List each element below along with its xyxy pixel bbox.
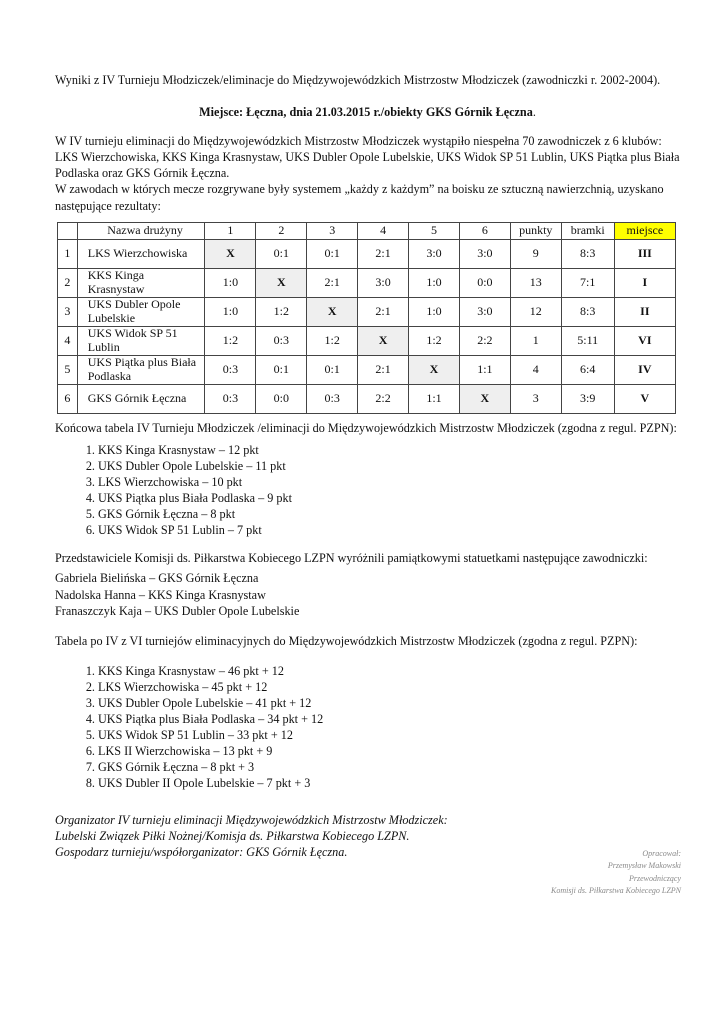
document-page bbox=[55, 72, 680, 860]
score-cell: 2:2 bbox=[358, 384, 409, 413]
score-cell: 2:1 bbox=[358, 297, 409, 326]
score-cell: 0:0 bbox=[459, 268, 510, 297]
header-goals: bramki bbox=[561, 222, 614, 239]
header-col-6: 6 bbox=[459, 222, 510, 239]
row-index: 5 bbox=[58, 355, 78, 384]
list-item: 4. UKS Piątka plus Biała Podlaska – 9 pkt bbox=[98, 490, 680, 506]
list-item: 6. UKS Widok SP 51 Lublin – 7 pkt bbox=[98, 522, 680, 538]
header-team: Nazwa drużyny bbox=[77, 222, 205, 239]
score-cell: 2:1 bbox=[358, 355, 409, 384]
list-item: 2. UKS Dubler Opole Lubelskie – 11 pkt bbox=[98, 458, 680, 474]
place-cell: I bbox=[614, 268, 675, 297]
points-cell: 1 bbox=[510, 326, 561, 355]
header-col-4: 4 bbox=[358, 222, 409, 239]
points-cell: 13 bbox=[510, 268, 561, 297]
header-index bbox=[58, 222, 78, 239]
team-name: UKS Widok SP 51 Lublin bbox=[77, 326, 205, 355]
results-table bbox=[57, 222, 676, 414]
awards-list bbox=[55, 570, 680, 618]
list-item: 3. LKS Wierzchowiska – 10 pkt bbox=[98, 474, 680, 490]
score-cell: 0:1 bbox=[256, 239, 307, 268]
final-ranking-list bbox=[55, 442, 680, 539]
score-cell: 0:1 bbox=[256, 355, 307, 384]
score-cell: 3:0 bbox=[358, 268, 409, 297]
overall-table-title: Tabela po IV z VI turniejów eliminacyjnych do Międzywojewódzkich Mistrzostw Młodziczek (zgodna z regul. PZPN): bbox=[55, 633, 638, 648]
row-index: 6 bbox=[58, 384, 78, 413]
score-cell: 3:0 bbox=[459, 239, 510, 268]
score-cell: 2:1 bbox=[358, 239, 409, 268]
score-cell: 0:3 bbox=[256, 326, 307, 355]
intro-paragraph: W IV turnieju eliminacji do Międzywojewódzkich Mistrzostw Młodziczek wystąpiło niespełna 70 zawodniczek z 6 klubów: LKS Wierzchowiska, KKS Kinga Krasnystaw, UKS Dubler Opole Lubelskie, UKS Widok SP 51 Lublin, UKS Piątka plus Biała Podlaska oraz GKS Górnik Łęczna. bbox=[55, 134, 680, 181]
overall-ranking-list bbox=[55, 663, 680, 792]
score-cell: 1:1 bbox=[409, 384, 460, 413]
list-item: 8. UKS Dubler II Opole Lubelskie – 7 pkt + 3 bbox=[98, 775, 680, 791]
score-cell: 0:0 bbox=[256, 384, 307, 413]
table-row bbox=[58, 239, 676, 268]
organizer-line: Organizator IV turnieju eliminacji Międzywojewódzkich Mistrzostw Młodziczek: bbox=[55, 812, 448, 827]
venue-period: . bbox=[532, 105, 536, 120]
award-entry: Franaszczyk Kaja – UKS Dubler Opole Lubelskie bbox=[55, 603, 300, 618]
list-item: 6. LKS II Wierzchowiska – 13 pkt + 9 bbox=[98, 743, 680, 759]
goals-cell: 7:1 bbox=[561, 268, 614, 297]
header-col-2: 2 bbox=[256, 222, 307, 239]
results-intro-paragraph: W zawodach w których mecze rozgrywane były systemem „każdy z każdym” na boisku ze sztuczną nawierzchnią, uzyskano następujące rezultaty: bbox=[55, 182, 664, 213]
score-cell: 1:2 bbox=[409, 326, 460, 355]
score-cell: 2:1 bbox=[307, 268, 358, 297]
score-cell: 0:3 bbox=[307, 384, 358, 413]
score-cell: 3:0 bbox=[459, 297, 510, 326]
award-entry: Nadolska Hanna – KKS Kinga Krasnystaw bbox=[55, 587, 266, 602]
signature-block bbox=[551, 848, 681, 898]
score-cell: 1:0 bbox=[409, 268, 460, 297]
list-item: 1. KKS Kinga Krasnystaw – 46 pkt + 12 bbox=[98, 663, 680, 679]
header-points: punkty bbox=[510, 222, 561, 239]
signature-line: Opracował: bbox=[642, 849, 681, 858]
final-table-title: Końcowa tabela IV Turnieju Młodziczek /eliminacji do Międzywojewódzkich Mistrzostw Młodziczek (zgodna z regul. PZPN): bbox=[55, 420, 677, 435]
host-line: Gospodarz turnieju/współorganizator: GKS Górnik Łęczna. bbox=[55, 844, 348, 859]
score-cell: 1:0 bbox=[205, 297, 256, 326]
team-name: GKS Górnik Łęczna bbox=[77, 384, 205, 413]
signature-role: Przewodniczący bbox=[629, 873, 681, 883]
results-table-header bbox=[58, 222, 676, 239]
place-cell: V bbox=[614, 384, 675, 413]
team-name: UKS Dubler Opole Lubelskie bbox=[77, 297, 205, 326]
score-cell: 1:2 bbox=[205, 326, 256, 355]
team-name: UKS Piątka plus Biała Podlaska bbox=[77, 355, 205, 384]
score-cell: X bbox=[409, 355, 460, 384]
list-item: 3. UKS Dubler Opole Lubelskie – 41 pkt + 12 bbox=[98, 695, 680, 711]
table-row bbox=[58, 297, 676, 326]
points-cell: 9 bbox=[510, 239, 561, 268]
score-cell: X bbox=[358, 326, 409, 355]
points-cell: 12 bbox=[510, 297, 561, 326]
score-cell: 0:1 bbox=[307, 239, 358, 268]
goals-cell: 6:4 bbox=[561, 355, 614, 384]
goals-cell: 3:9 bbox=[561, 384, 614, 413]
table-row bbox=[58, 384, 676, 413]
score-cell: 2:2 bbox=[459, 326, 510, 355]
list-item: 5. UKS Widok SP 51 Lublin – 33 pkt + 12 bbox=[98, 727, 680, 743]
awards-intro: Przedstawiciele Komisji ds. Piłkarstwa Kobiecego LZPN wyróżnili pamiątkowymi statuetkami następujące zawodniczki: bbox=[55, 551, 648, 566]
score-cell: X bbox=[256, 268, 307, 297]
score-cell: 1:0 bbox=[205, 268, 256, 297]
row-index: 4 bbox=[58, 326, 78, 355]
row-index: 1 bbox=[58, 239, 78, 268]
document-title: Wyniki z IV Turnieju Młodziczek/eliminacje do Międzywojewódzkich Mistrzostw Młodziczek (zawodniczki r. 2002-2004). bbox=[55, 73, 661, 87]
header-col-5: 5 bbox=[409, 222, 460, 239]
signature-name: Przemysław Makowski bbox=[607, 861, 681, 871]
header-col-3: 3 bbox=[307, 222, 358, 239]
score-cell: 1:2 bbox=[307, 326, 358, 355]
row-index: 3 bbox=[58, 297, 78, 326]
venue-text: Miejsce: Łęczna, dnia 21.03.2015 r./obiekty GKS Górnik Łęczna bbox=[199, 105, 533, 120]
header-place: miejsce bbox=[614, 222, 675, 239]
goals-cell: 5:11 bbox=[561, 326, 614, 355]
list-item: 5. GKS Górnik Łęczna – 8 pkt bbox=[98, 506, 680, 522]
table-row bbox=[58, 355, 676, 384]
list-item: 4. UKS Piątka plus Biała Podlaska – 34 pkt + 12 bbox=[98, 711, 680, 727]
points-cell: 3 bbox=[510, 384, 561, 413]
organizer-line: Lubelski Związek Piłki Nożnej/Komisja ds. Piłkarstwa Kobiecego LZPN. bbox=[55, 828, 410, 843]
signature-org: Komisji ds. Piłkarstwa Kobiecego LZPN bbox=[550, 886, 681, 896]
goals-cell: 8:3 bbox=[561, 297, 614, 326]
score-cell: 1:2 bbox=[256, 297, 307, 326]
award-entry: Gabriela Bielińska – GKS Górnik Łęczna bbox=[55, 571, 259, 586]
venue-line bbox=[55, 104, 680, 120]
score-cell: 1:0 bbox=[409, 297, 460, 326]
team-name: LKS Wierzchowiska bbox=[77, 239, 205, 268]
list-item: 2. LKS Wierzchowiska – 45 pkt + 12 bbox=[98, 679, 680, 695]
place-cell: III bbox=[614, 239, 675, 268]
place-cell: VI bbox=[614, 326, 675, 355]
team-name: KKS Kinga Krasnystaw bbox=[77, 268, 205, 297]
table-row bbox=[58, 268, 676, 297]
score-cell: 1:1 bbox=[459, 355, 510, 384]
list-item: 1. KKS Kinga Krasnystaw – 12 pkt bbox=[98, 442, 680, 458]
table-row bbox=[58, 326, 676, 355]
score-cell: X bbox=[307, 297, 358, 326]
row-index: 2 bbox=[58, 268, 78, 297]
goals-cell: 8:3 bbox=[561, 239, 614, 268]
score-cell: 0:3 bbox=[205, 384, 256, 413]
score-cell: 0:3 bbox=[205, 355, 256, 384]
score-cell: X bbox=[205, 239, 256, 268]
points-cell: 4 bbox=[510, 355, 561, 384]
place-cell: IV bbox=[614, 355, 675, 384]
header-col-1: 1 bbox=[205, 222, 256, 239]
place-cell: II bbox=[614, 297, 675, 326]
score-cell: 3:0 bbox=[409, 239, 460, 268]
list-item: 7. GKS Górnik Łęczna – 8 pkt + 3 bbox=[98, 759, 680, 775]
score-cell: X bbox=[459, 384, 510, 413]
score-cell: 0:1 bbox=[307, 355, 358, 384]
